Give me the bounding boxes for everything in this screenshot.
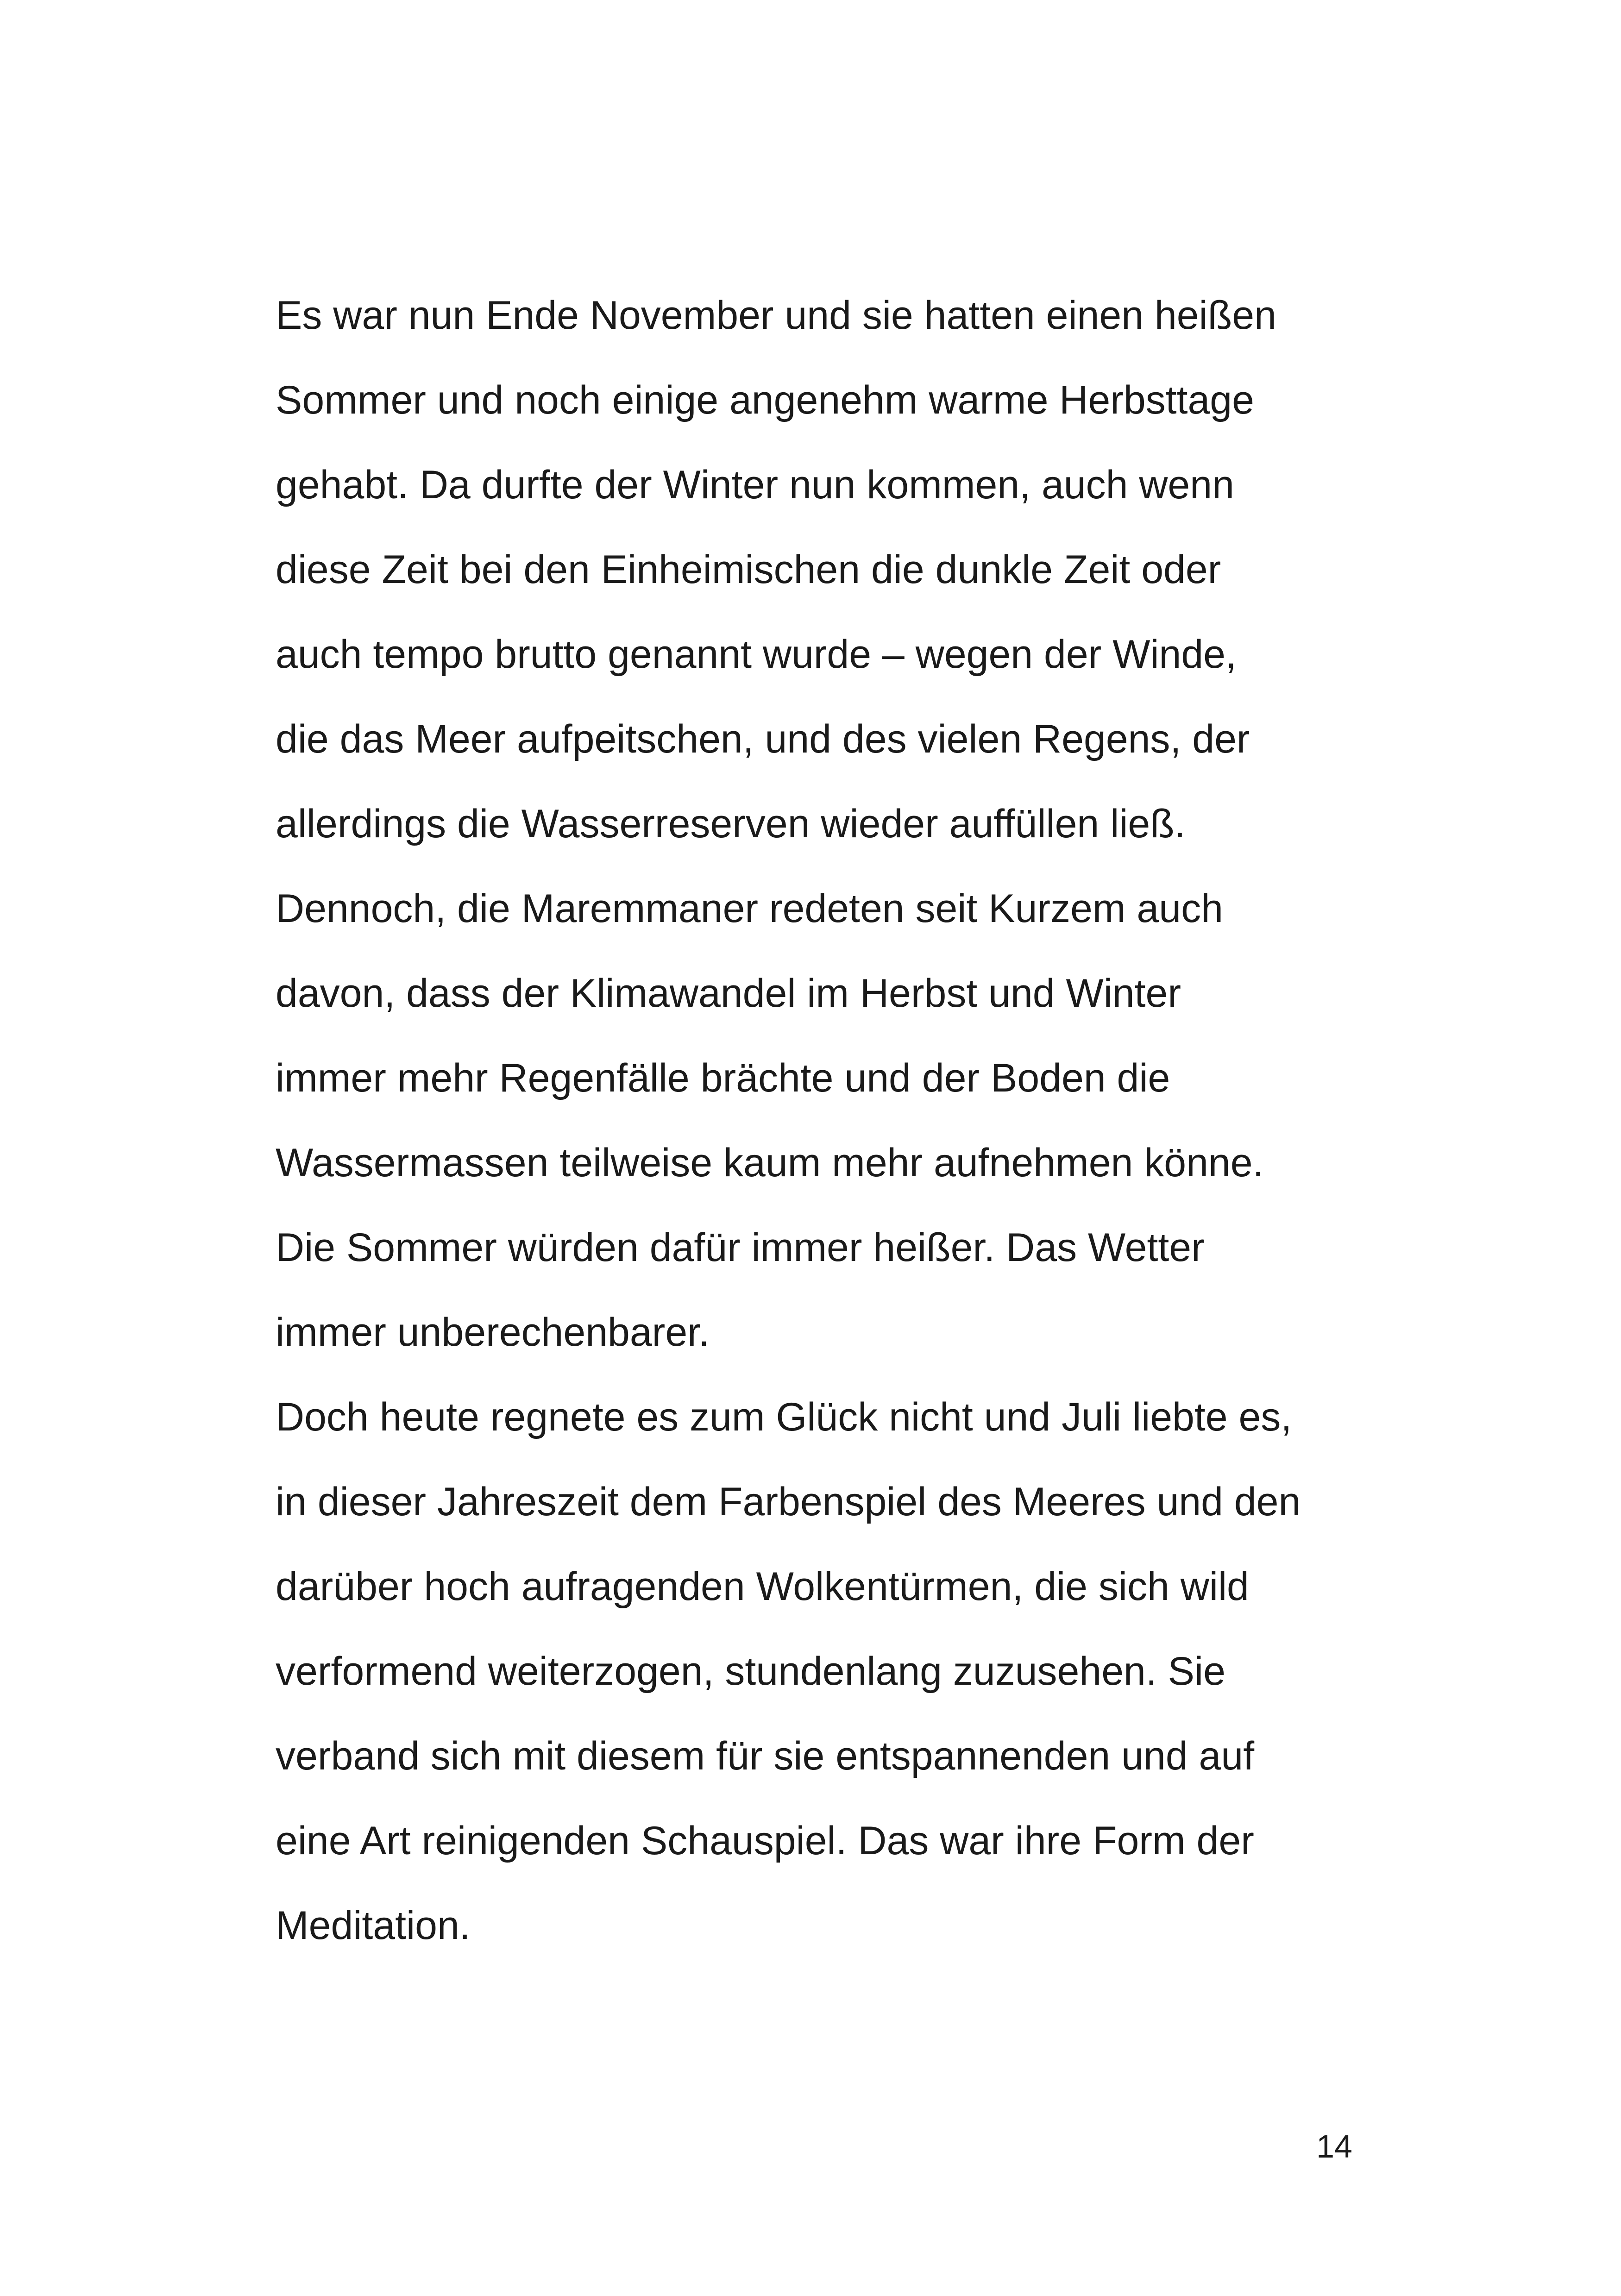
text-line: eine Art reinigenden Schauspiel. Das war ihre Form der bbox=[276, 1819, 1254, 1863]
text-line: Meditation. bbox=[276, 1903, 471, 1948]
text-line: Es war nun Ende November und sie hatten einen heißen bbox=[276, 293, 1276, 338]
text-line: diese Zeit bei den Einheimischen die dunkle Zeit oder bbox=[276, 547, 1221, 592]
text-line: Sommer und noch einige angenehm warme Herbsttage bbox=[276, 378, 1254, 422]
text-line: immer unberechenbarer. bbox=[276, 1310, 710, 1355]
text-line: auch tempo brutto genannt wurde – wegen der Winde, bbox=[276, 632, 1237, 677]
text-line: gehabt. Da durfte der Winter nun kommen, auch wenn bbox=[276, 463, 1234, 507]
body-text bbox=[276, 273, 1378, 1968]
text-line: Doch heute regnete es zum Glück nicht und Juli liebte es, bbox=[276, 1395, 1292, 1439]
text-line: verformend weiterzogen, stundenlang zuzusehen. Sie bbox=[276, 1649, 1225, 1694]
text-line: Wassermassen teilweise kaum mehr aufnehmen könne. bbox=[276, 1141, 1264, 1185]
text-line: Die Sommer würden dafür immer heißer. Das Wetter bbox=[276, 1225, 1205, 1270]
text-line: davon, dass der Klimawandel im Herbst und Winter bbox=[276, 971, 1181, 1016]
page-number: 14 bbox=[1316, 2128, 1352, 2164]
text-line: die das Meer aufpeitschen, und des vielen Regens, der bbox=[276, 717, 1250, 761]
text-line: Dennoch, die Maremmaner redeten seit Kurzem auch bbox=[276, 886, 1223, 931]
text-line: darüber hoch aufragenden Wolkentürmen, die sich wild bbox=[276, 1564, 1249, 1609]
text-line: verband sich mit diesem für sie entspannenden und auf bbox=[276, 1734, 1255, 1778]
text-line: in dieser Jahreszeit dem Farbenspiel des Meeres und den bbox=[276, 1480, 1301, 1524]
text-line: allerdings die Wasserreserven wieder auffüllen ließ. bbox=[276, 802, 1186, 846]
text-line: immer mehr Regenfälle brächte und der Boden die bbox=[276, 1056, 1170, 1100]
